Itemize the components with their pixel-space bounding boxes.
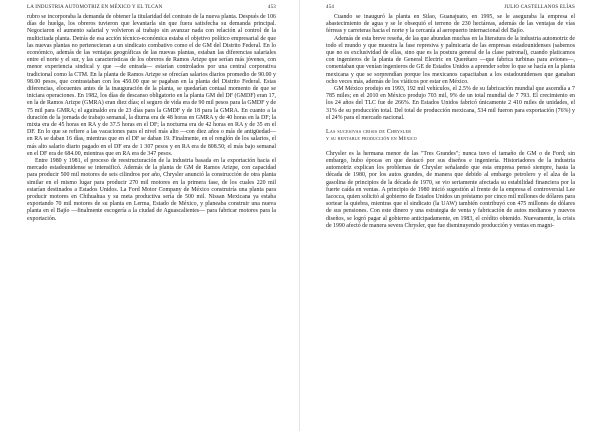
right-running-head-title: JULIO CASTELLANOS ELÍAS xyxy=(504,5,575,10)
paragraph: Cuando se inauguró la planta en Silao, Guanajuato, en 1995, se le aseguraba la empresa el abastecimiento de agua y se le obsequió el terreno de 230 hectáreas, además de las ventajas de vías férreas y carreteras hacia el norte y la cercanía al aeropuerto internacional del Bajío. xyxy=(326,14,575,35)
right-running-header xyxy=(326,5,575,10)
section-subheading: y su rentable producción en México xyxy=(326,136,417,143)
right-body-text xyxy=(326,14,575,230)
paragraph: Además de esta breve reseña, de las que abundan muchas en la literatura de la industria automotriz de todo el mundo y que muestra la fase represiva y palmicaria de las empresas estadounidenses (sabemos que no es exclusividad de ellas, sino que es la postura general de la clase patronal), cuando platicamos con ingenieros de la planta de General Electric en Querétaro —que fabrica turbinas para aviones—, comentaban que venían ingenieros de GE de Estados Unidos a aprender sobre lo que se hacía en la planta mexicana y que se sorprendían porque los mexicanos capacitaban a los estadounidenses que ganaban ocho veces más, además de los viáticos por estar en México. xyxy=(326,35,575,85)
right-page xyxy=(300,0,600,431)
left-page-number: 453 xyxy=(267,5,276,10)
section-spacer xyxy=(326,122,575,129)
left-body-text xyxy=(27,14,276,223)
paragraph: GM México produjo en 1993, 192 mil vehículos, el 2.5% de su fabricación mundial que ascendía a 7 785 miles; en el 2010 en México produjo 703 mil, 9% de un total mundial de 7 793. El crecimiento en los 24 años del TLC fue de 266%. En Estados Unidos fabricó únicamente 2 410 miles de unidades, el 31% de su producción total. Del total de producción mexicana, 534 mil fueron para exportación (76%) y el 24% para el mercado nacional. xyxy=(326,86,575,121)
paragraph: rubro se incorporaba la demanda de obtener la titularidad del contrato de la nueva planta. Después de 106 días de huelga, los obreros tuvieron que levantarla sin que fuera satisfecha su demanda principal. Negociaron el aumento salarial y volvieron al trabajo sin avanzar nada con relación al control de la multicitada planta. Detrás de esa acción técnico-económica estaba el objetivo político empresarial de que las nuevas plantas no pertenecieran a un sindicato combativo como el de GM del Distrito Federal. En lo económico, además de las ventajas geográficas de las nuevas plantas, estaban las diferencias salariales entre el norte y el sur, y las características de los obreros de Ramos Arizpe que serían más jóvenes, con menor experiencia sindical y que —de entrada— estarían controlados por una central corporativa tradicional como la CTM. En la planta de Ramos Arizpe se ofrecían salarios diarios promedio de 90.00 y 98.00 pesos, que contrastaban con los 450.00 que se pagaban en la planta del Distrito Federal. Estas diferencias, elocuentes antes de la inauguración de la planta, se quedarían contaal momento de que se iniciara operaciones. En 1982, los días de descanso obligatorio en la planta GM del DF (GMDF) eran 17, en la de Ramos Arizpe (GMRA) eran diez días; el seguro de vida era de 90 mil pesos para la GMDF y de 75 mil para GMRA; el aguinaldo era de 23 días para la GMDF y de 18 para la GMRA. En cuanto a la duración de la jornada de trabajo semanal, la diurna era de 48 horas en GMRA y de 40 horas en la DF; la mixta era de 45 horas en RA y de 37.5 horas en el DF; la nocturna era de 42 horas en RA y de 35 en el DF. En lo que se refiere a las vacaciones para el nivel más alto —con diez años o más de antigüedad— en RA se daban 16 días, mientras que en el DF se daban 19. Finalmente, en el renglón de los salarios, el más alto salario diario pagado en el DF era de 1 307 pesos y en RA era de 808.50; el más bajo semanal en el DF era de 684.00, mientras que en RA era de 347 pesos. xyxy=(27,14,276,157)
section-heading: Las sucesivas crisis de Chrysler xyxy=(326,129,412,136)
paragraph: Entre 1980 y 1981, el proceso de reestructuración de la industria basada en la exportación hacia el mercado estadounidense se intensificó. Además de la planta de GM de Ramos Arizpe, con capacidad para producir 500 mil motores de seis cilindros por año, Chrysler anunció la construcción de otra planta similar en el mismo lugar para producir 270 mil motores en la primera fase, de los cuales 220 mil estarían destinados a Estados Unidos. La Ford Motor Company de México construiría una planta para producir motores en Chihuahua y su meta productiva sería de 500 mil. Nissan Mexicana ya estaba exportando 70 mil motores de su planta en Lerma, Estado de México, y planeaba construir una nueva planta en el Bajío —finalmente escogería a la ciudad de Aguascalientes— para fabricar motores para la exportación. xyxy=(27,158,276,222)
right-page-number: 454 xyxy=(326,5,335,10)
section-spacer xyxy=(326,144,575,151)
paragraph: Chrysler es la hermana menor de las "Tres Grandes"; nunca tuvo el tamaño de GM o de Ford; sin embargo, hubo épocas en que destacó por sus diseños e ingeniería. Historiadores de la industria automotriz explican los problemas de Chrysler señalando que esta empresa pensó siempre, hasta la década de 1980, por los autos grandes, de manera que debido al embargo petrolero y el alza de la gasolina de principios de la década de 1970, se vio seriamente afectada su estabilidad financiera por la fuerte caída en ventas. A principio de 1980 inició sugestión al frente de la empresa el controversial Lee Iacocca, quien solicitó al gobierno de Estados Unidos un préstamo por cinco mil millones de dólares para sortear la quiebra, mientras que el sindicato (la UAW) también contribuyó con 475 millones de dólares de sus pensiones. Con este dinero y una estrategia de venta y fabricación de autos medianos y nuevos diseños, se logró pagar al gobierno anticipadamente, en 1983, el crédito obtenido. Nuevamente, la crisis de 1990 afectó de manera severa Chrysler, que fue disminuyendo producción y ventas en magni- xyxy=(326,150,575,229)
left-running-header xyxy=(27,5,276,10)
left-running-head-title: LA INDUSTRIA AUTOMOTRIZ EN MÉXICO Y EL TLCAN xyxy=(27,5,163,10)
